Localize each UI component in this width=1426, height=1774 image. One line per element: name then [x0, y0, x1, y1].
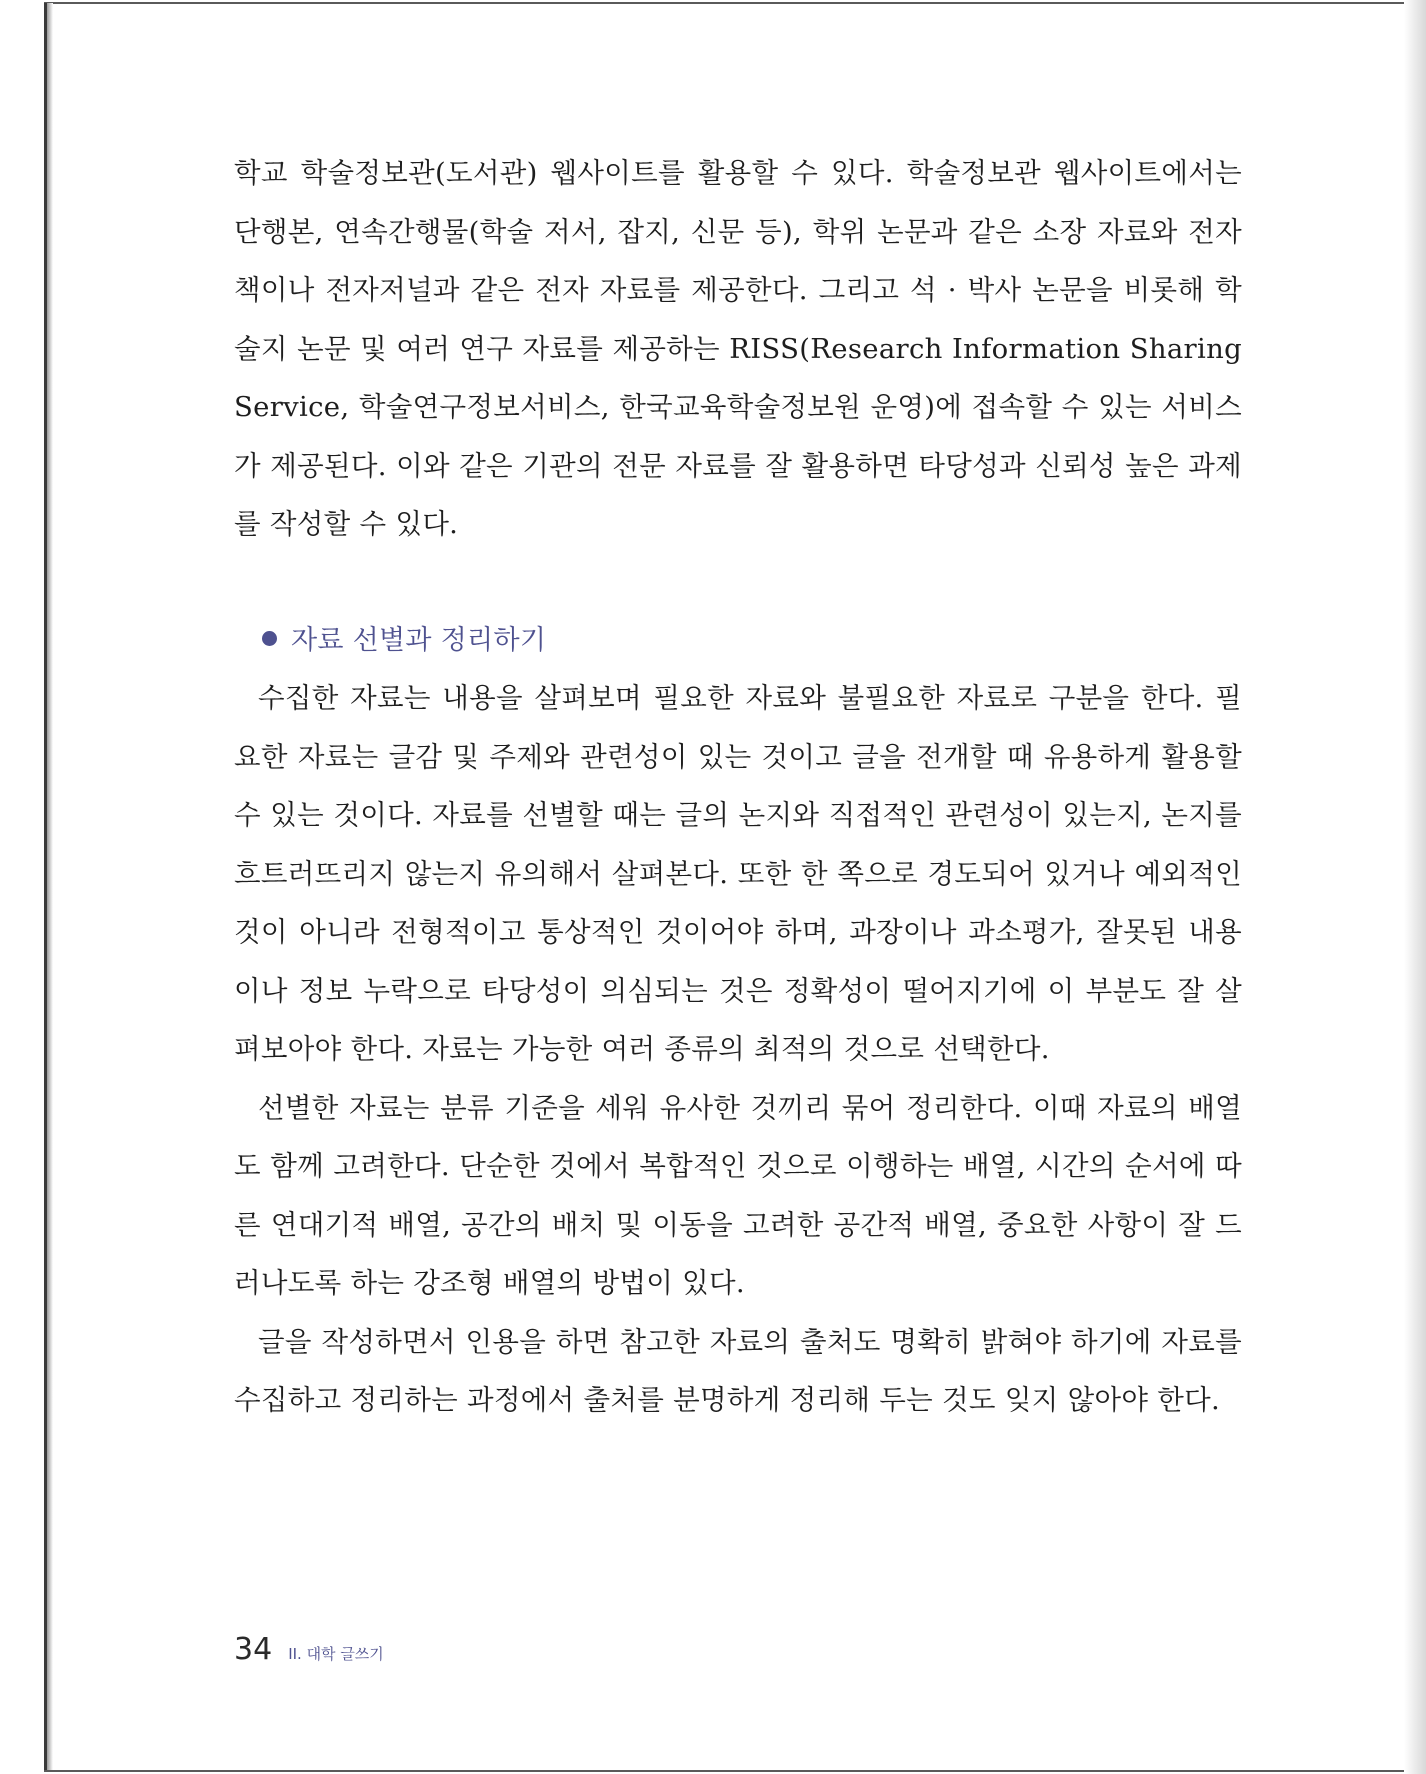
page-top-edge [44, 2, 1426, 4]
bullet-circle-icon [262, 631, 277, 646]
page-number: 34 [234, 1632, 273, 1667]
section-heading [262, 612, 546, 670]
selection-section [234, 669, 1242, 1430]
section-heading-text: 자료 선별과 정리하기 [291, 625, 547, 656]
page-left-shadow [47, 3, 53, 1771]
chapter-label: II. 대학 글쓰기 [288, 1645, 384, 1663]
page-bottom-edge [44, 1770, 1426, 1772]
paragraph-selection: 수집한 자료는 내용을 살펴보며 필요한 자료와 불필요한 자료로 구분을 한다. 필요한 자료는 글감 및 주제와 관련성이 있는 것이고 글을 전개할 때 유용하게 활용할 수 있는 것이다. 자료를 선별할 때는 글의 논지와 직접적인 관련성이 있는지, 논지를 흐트러뜨리지 않는지 유의해서 살펴본다. 또한 한 쪽으로 경도되어 있거나 예외적인 것이 아니라 전형적이고 통상적인 것이어야 하며, 과장이나 과소평가, 잘못된 내용이나 정보 누락으로 타당성이 의심되는 것은 정확성이 떨어지기에 이 부분도 잘 살펴보아야 한다. 자료는 가능한 여러 종류의 최적의 것으로 선택한다. [234, 682, 1242, 1065]
intro-paragraph: 학교 학술정보관(도서관) 웹사이트를 활용할 수 있다. 학술정보관 웹사이트에서는 단행본, 연속간행물(학술 저서, 잡지, 신문 등), 학위 논문과 같은 소장 자료와 전자책이나 전자저널과 같은 전자 자료를 제공한다. 그리고 석 · 박사 논문을 비롯해 학술지 논문 및 여러 연구 자료를 제공하는 RISS(Research Information Sharing Service, 학술연구정보서비스, 한국교육학술정보원 운영)에 접속할 수 있는 서비스가 제공된다. 이와 같은 기관의 전문 자료를 잘 활용하면 타당성과 신뢰성 높은 과제를 작성할 수 있다. [234, 157, 1242, 540]
page-footer [234, 1632, 384, 1667]
page-right-shadow [1404, 0, 1426, 1774]
intro-section [234, 144, 1242, 554]
paragraph-citation: 글을 작성하면서 인용을 하면 참고한 자료의 출처도 명확히 밝혀야 하기에 자료를 수집하고 정리하는 과정에서 출처를 분명하게 정리해 두는 것도 잊지 않아야 한다. [234, 1325, 1242, 1416]
paragraph-arrangement: 선별한 자료는 분류 기준을 세워 유사한 것끼리 묶어 정리한다. 이때 자료의 배열도 함께 고려한다. 단순한 것에서 복합적인 것으로 이행하는 배열, 시간의 순서에 따른 연대기적 배열, 공간의 배치 및 이동을 고려한 공간적 배열, 중요한 사항이 잘 드러나도록 하는 강조형 배열의 방법이 있다. [234, 1091, 1242, 1299]
